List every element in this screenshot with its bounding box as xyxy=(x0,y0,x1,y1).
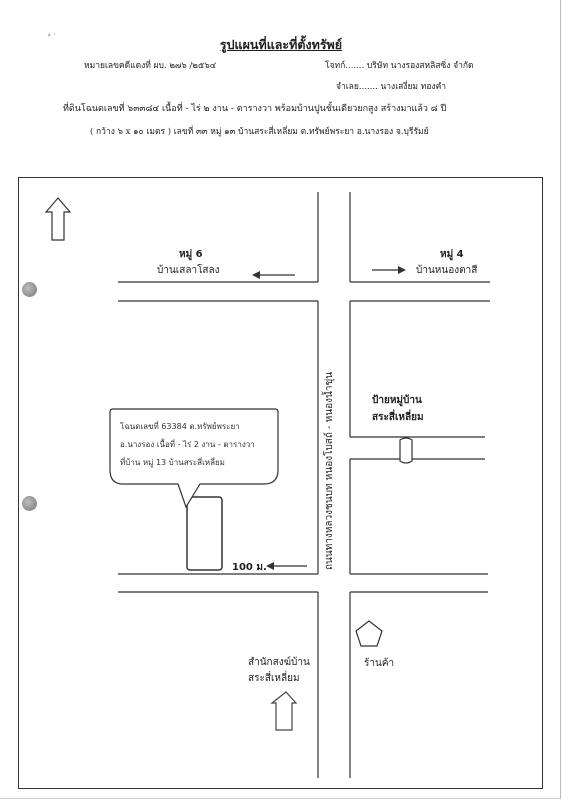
defendant: จำเลย....... นางเสงี่ยม ทองคำ xyxy=(336,82,447,92)
plaintiff: โจทก์....... บริษัท นางรองสหลิสซิ่ง จำกัด xyxy=(325,61,474,71)
village-sign-label: ป้ายหมู่บ้าน xyxy=(372,395,422,406)
village-sign-icon xyxy=(400,438,412,463)
temple-icon xyxy=(272,692,296,730)
village-sign-name: สระสี่เหลี่ยม xyxy=(372,412,424,423)
distance-label: 100 ม. xyxy=(232,562,267,573)
land-description: ที่ดินโฉนดเลขที่ ๖๓๓๘๔ เนื้อที่ - ไร่ ๒ งาน - ตารางวา พร้อมบ้านปูนชั้นเดียวยกสูง สร้างมาแล้ว ๘ ปี xyxy=(63,104,447,114)
case-number: หมายเลขคดีแดงที่ ผบ. ๒๗๖ /๒๕๖๔ xyxy=(84,61,217,71)
callout-line-1: โฉนดเลขที่ 63384 ต.ทรัพย์พระยา xyxy=(120,422,240,431)
moo6-village: บ้านเสลาโสลง xyxy=(157,265,220,276)
moo6-label: หมู่ 6 xyxy=(179,249,203,260)
shop-label: ร้านค้า xyxy=(364,658,395,669)
callout-line-3: ที่บ้าน หมู่ 13 บ้านสระสี่เหลี่ยม xyxy=(120,458,225,467)
north-arrow-icon xyxy=(46,198,70,240)
shop-icon xyxy=(356,621,382,646)
main-road-name: ถนนทางหลวงชนบท หนองโบสถ์ - หนองน้ำขุ่น xyxy=(324,371,335,570)
document-title: รูปแผนที่และที่ตั้งทรัพย์ xyxy=(219,37,343,52)
distance-arrow-icon xyxy=(266,562,274,570)
moo4-village: บ้านหนองตาสี xyxy=(416,265,478,276)
property-building xyxy=(187,497,222,570)
pen-mark: ⸗ · xyxy=(48,30,56,39)
arrow-left-icon xyxy=(252,271,260,279)
arrow-right-icon xyxy=(398,266,406,274)
moo4-label: หมู่ 4 xyxy=(440,249,464,260)
callout-line-2: อ.นางรอง เนื้อที่ - ไร่ 2 งาน - ตารางวา xyxy=(120,440,255,449)
location-description: ( กว้าง ๖ x ๑๐ เมตร ) เลขที่ ๓๓ หมู่ ๑๓ บ้านสระสี่เหลี่ยม ต.ทรัพย์พระยา อ.นางรอง จ.บุรีรัมย์ xyxy=(90,127,429,137)
temple-name: สระสี่เหลี่ยม xyxy=(248,673,300,684)
temple-label: สำนักสงฆ์บ้าน xyxy=(248,657,310,668)
